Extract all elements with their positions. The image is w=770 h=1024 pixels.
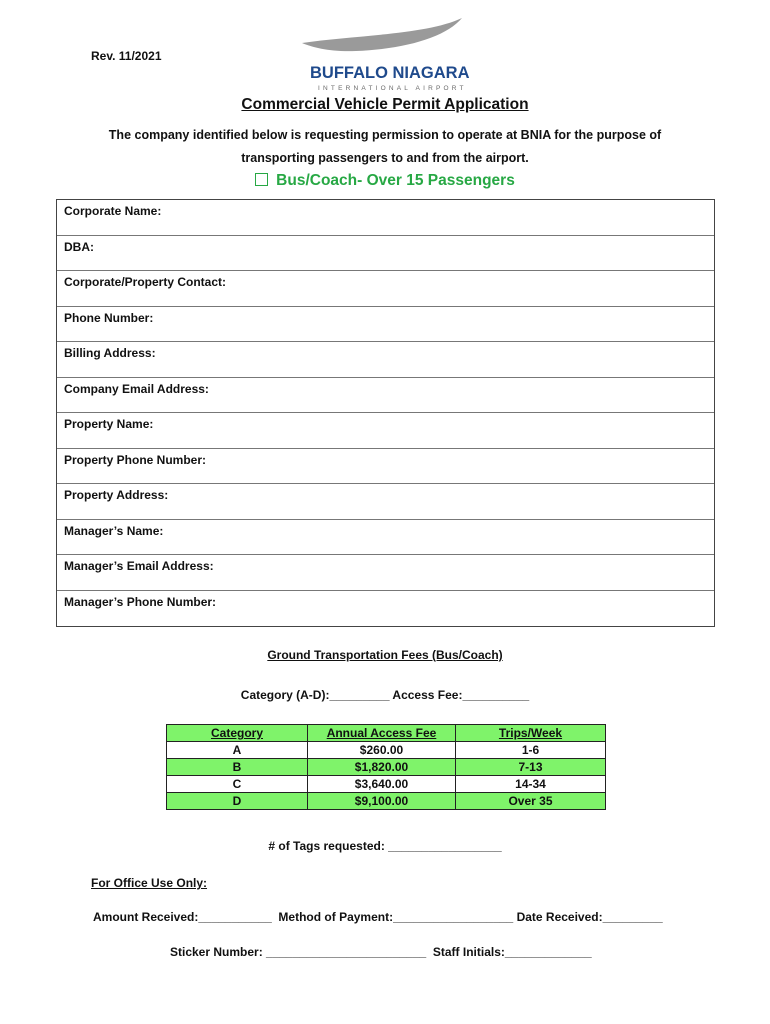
cell-category: A	[167, 742, 308, 759]
table-row	[167, 793, 606, 810]
revision-label: Rev. 11/2021	[91, 49, 162, 63]
header-trips-week: Trips/Week	[456, 725, 606, 742]
company-info-form	[56, 199, 715, 627]
bus-coach-label: Bus/Coach- Over 15 Passengers	[276, 172, 515, 189]
table-row	[167, 742, 606, 759]
form-field-manager-name[interactable]: Manager’s Name:	[57, 520, 714, 556]
category-access-fee-line[interactable]: Category (A-D):_________ Access Fee:__________	[240, 688, 530, 702]
cell-trips: 14-34	[456, 776, 606, 793]
checkbox-icon[interactable]	[255, 173, 268, 186]
cell-fee: $1,820.00	[308, 759, 456, 776]
table-row	[167, 759, 606, 776]
table-row	[167, 776, 606, 793]
form-field-manager-email[interactable]: Manager’s Email Address:	[57, 555, 714, 591]
airport-logo	[296, 15, 471, 95]
form-field-property-address[interactable]: Property Address:	[57, 484, 714, 520]
page-title: Commercial Vehicle Permit Application	[241, 96, 529, 113]
bus-coach-option[interactable]	[0, 172, 770, 190]
office-use-heading: For Office Use Only:	[91, 876, 208, 890]
form-field-billing-address[interactable]: Billing Address:	[57, 342, 714, 378]
cell-fee: $9,100.00	[308, 793, 456, 810]
form-field-property-name[interactable]: Property Name:	[57, 413, 714, 449]
office-payment-line[interactable]: Amount Received:___________ Method of Payment:__________________ Date Received:_________	[93, 910, 663, 924]
form-field-dba[interactable]: DBA:	[57, 236, 714, 272]
form-field-corporate-contact[interactable]: Corporate/Property Contact:	[57, 271, 714, 307]
cell-trips: Over 35	[456, 793, 606, 810]
intro-line-2: transporting passengers to and from the airport.	[241, 151, 529, 165]
form-field-property-phone[interactable]: Property Phone Number:	[57, 449, 714, 485]
cell-fee: $3,640.00	[308, 776, 456, 793]
form-field-manager-phone[interactable]: Manager’s Phone Number:	[64, 594, 217, 609]
intro-line-1: The company identified below is requesting permission to operate at BNIA for the purpose of	[108, 128, 662, 142]
fees-heading: Ground Transportation Fees (Bus/Coach)	[267, 648, 503, 662]
cell-trips: 7-13	[456, 759, 606, 776]
form-field-company-email[interactable]: Company Email Address:	[57, 378, 714, 414]
cell-fee: $260.00	[308, 742, 456, 759]
fee-table-header-row	[167, 725, 606, 742]
tags-requested-line[interactable]: # of Tags requested: _________________	[268, 839, 502, 853]
form-field-phone-number[interactable]: Phone Number:	[57, 307, 714, 343]
cell-category: C	[167, 776, 308, 793]
cell-trips: 1-6	[456, 742, 606, 759]
office-sticker-line[interactable]: Sticker Number: ________________________ Staff Initials:_____________	[170, 945, 592, 959]
cell-category: D	[167, 793, 308, 810]
header-annual-fee: Annual Access Fee	[308, 725, 456, 742]
logo-text: BUFFALO NIAGARA	[310, 64, 470, 82]
form-field-corporate-name[interactable]: Corporate Name:	[57, 200, 714, 236]
header-category: Category	[167, 725, 308, 742]
fee-table	[166, 724, 606, 810]
logo-subtext: INTERNATIONAL AIRPORT	[318, 85, 467, 92]
cell-category: B	[167, 759, 308, 776]
logo-swoosh-icon	[302, 18, 462, 51]
